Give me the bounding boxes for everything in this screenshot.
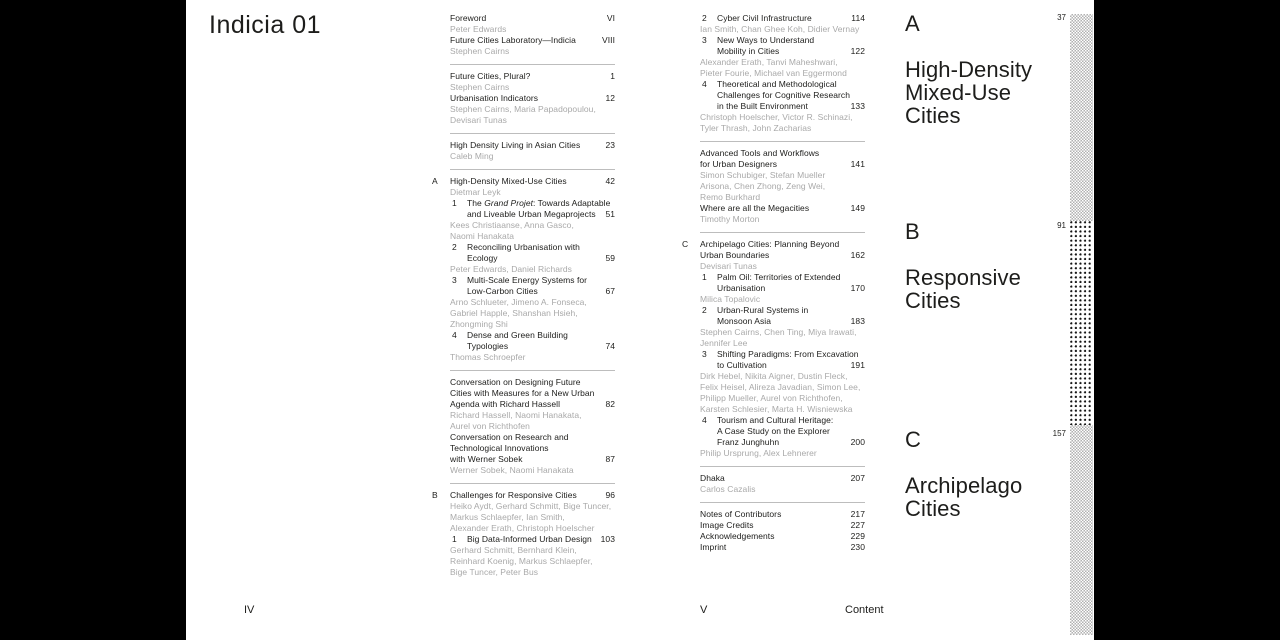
entry-title-line: Acknowledgements 229 xyxy=(700,531,865,541)
entry-title xyxy=(700,79,865,112)
entry-authors xyxy=(450,297,615,330)
author-line: Peter Edwards xyxy=(450,24,507,34)
entry-number: 1 xyxy=(452,534,457,544)
entry-title-line: High-Density Mixed-Use Cities 42 xyxy=(450,176,615,186)
content-running-label: Content xyxy=(845,604,884,616)
right-page-folio: V xyxy=(700,604,708,616)
author-line: Arno Schlueter, Jimeno A. Fonseca, xyxy=(450,297,587,307)
entry-page-number: 12 xyxy=(605,93,615,103)
entry-page-number: 207 xyxy=(850,473,865,483)
entry-number: 2 xyxy=(702,13,707,23)
entry-title-line: Franz Junghuhn 200 xyxy=(717,437,865,447)
entry-title-line: A Case Study on the Explorer xyxy=(717,426,830,436)
author-line: Devisari Tunas xyxy=(700,261,757,271)
entry-title xyxy=(450,242,615,264)
entry-page-number: 74 xyxy=(605,341,615,351)
author-line: Stephen Cairns xyxy=(450,46,510,56)
entry-authors xyxy=(700,170,865,203)
entry-title-line: Urbanisation Indicators 12 xyxy=(450,93,615,103)
toc-block xyxy=(432,483,615,585)
entry-page-number: 227 xyxy=(850,520,865,530)
entry-title xyxy=(700,520,865,531)
author-line: Thomas Schroepfer xyxy=(450,352,526,362)
entry-authors xyxy=(700,112,865,134)
author-line: Reinhard Koenig, Markus Schlaepfer, xyxy=(450,556,593,566)
author-line: Remo Burkhard xyxy=(700,192,761,202)
entry-page-number: 191 xyxy=(850,360,865,370)
entry-authors xyxy=(450,187,615,198)
toc-entry xyxy=(450,534,615,578)
toc-entry xyxy=(700,415,865,459)
entry-number: 4 xyxy=(452,330,457,340)
entry-title xyxy=(700,509,865,520)
toc-entry xyxy=(450,377,615,432)
entry-title xyxy=(700,148,865,170)
entry-title xyxy=(700,473,865,484)
entry-authors xyxy=(450,151,615,162)
author-line: Jennifer Lee xyxy=(700,338,748,348)
toc-entry xyxy=(700,542,865,553)
entry-title-line: to Cultivation 191 xyxy=(717,360,865,370)
author-line: Alexander Erath, Christoph Hoelscher xyxy=(450,523,595,533)
toc-entry xyxy=(700,473,865,495)
entry-authors xyxy=(450,46,615,57)
entry-title-line: The Grand Projet: Towards Adaptable xyxy=(467,198,611,208)
part-title-line: Cities xyxy=(905,496,961,521)
entry-number: 4 xyxy=(702,415,707,425)
toc-entry xyxy=(700,148,865,203)
entry-title-line: Conversation on Research and xyxy=(450,432,569,442)
author-line: Timothy Morton xyxy=(700,214,760,224)
part-letter-marker: C xyxy=(682,239,689,249)
entry-authors xyxy=(700,24,865,35)
entry-title xyxy=(450,13,615,24)
entry-authors xyxy=(450,82,615,93)
author-line: Karsten Schlesier, Marta H. Wisniewska xyxy=(700,404,853,414)
entry-page-number: 96 xyxy=(605,490,615,500)
part-letter-marker: B xyxy=(432,490,438,500)
author-line: Markus Schlaepfer, Ian Smith, xyxy=(450,512,565,522)
entry-page-number: 133 xyxy=(850,101,865,111)
entry-page-number: 51 xyxy=(605,209,615,219)
entry-title xyxy=(450,198,615,220)
entry-title xyxy=(450,534,615,545)
entry-authors xyxy=(450,545,615,578)
entry-authors xyxy=(450,465,615,476)
author-line: Tyler Thrash, John Zacharias xyxy=(700,123,812,133)
part-title xyxy=(905,58,1066,127)
author-line: Arisona, Chen Zhong, Zeng Wei, xyxy=(700,181,826,191)
toc-entry xyxy=(450,242,615,275)
entry-number: 1 xyxy=(452,198,457,208)
author-line: Philipp Mueller, Aurel von Richthofen, xyxy=(700,393,843,403)
toc-entry xyxy=(432,176,615,198)
toc-block xyxy=(700,502,865,560)
entry-title-line: Urban-Rural Systems in xyxy=(717,305,809,315)
author-line: Dirk Hebel, Nikita Aigner, Dustin Fleck, xyxy=(700,371,848,381)
entry-title-line: Dense and Green Building xyxy=(467,330,568,340)
part-index-c xyxy=(905,428,1066,520)
part-index-b xyxy=(905,220,1066,312)
entry-title-line: Challenges for Cognitive Research xyxy=(717,90,850,100)
entry-authors xyxy=(450,104,615,126)
entry-page-number: 217 xyxy=(850,509,865,519)
entry-authors xyxy=(450,410,615,432)
toc-entry xyxy=(450,71,615,93)
toc-entry xyxy=(450,13,615,35)
entry-title-line: for Urban Designers 141 xyxy=(700,159,865,169)
author-line: Naomi Hanakata xyxy=(450,231,515,241)
part-index-a xyxy=(905,12,1066,127)
entry-page-number: 141 xyxy=(850,159,865,169)
entry-title-line: Urbanisation 170 xyxy=(717,283,865,293)
part-title-line: Responsive xyxy=(905,265,1021,290)
toc-entry xyxy=(700,531,865,542)
part-letter: B xyxy=(905,219,920,244)
author-line: Bige Tuncer, Peter Bus xyxy=(450,567,539,577)
entry-title-line: Agenda with Richard Hassell 82 xyxy=(450,399,615,409)
entry-title-line: Advanced Tools and Workflows xyxy=(700,148,820,158)
author-line: Devisari Tunas xyxy=(450,115,507,125)
author-line: Dietmar Leyk xyxy=(450,187,501,197)
entry-title-line: Dhaka 207 xyxy=(700,473,865,483)
entry-title xyxy=(700,415,865,448)
entry-title-line: Conversation on Designing Future xyxy=(450,377,581,387)
entry-title-line: Shifting Paradigms: From Excavation xyxy=(717,349,859,359)
entry-title xyxy=(450,432,615,465)
entry-number: 3 xyxy=(702,35,707,45)
entry-title-line: Multi-Scale Energy Systems for xyxy=(467,275,588,285)
entry-title-line: in the Built Environment 133 xyxy=(717,101,865,111)
halftone-band-c xyxy=(1070,425,1093,635)
entry-title-line: Where are all the Megacities 149 xyxy=(700,203,865,213)
entry-page-number: 67 xyxy=(605,286,615,296)
author-line: Kees Christiaanse, Anna Gasco, xyxy=(450,220,574,230)
part-title xyxy=(905,266,1066,312)
toc-entry xyxy=(450,330,615,363)
part-letter: C xyxy=(905,427,921,452)
author-line: Ian Smith, Chan Ghee Koh, Didier Vernay xyxy=(700,24,860,34)
entry-title-line: Reconciling Urbanisation with xyxy=(467,242,580,252)
author-line: Richard Hassell, Naomi Hanakata, xyxy=(450,410,582,420)
entry-title-line: with Werner Sobek 87 xyxy=(450,454,615,464)
entry-title xyxy=(700,239,865,261)
entry-title-line: Theoretical and Methodological xyxy=(717,79,837,89)
entry-page-number: 170 xyxy=(850,283,865,293)
entry-title xyxy=(450,140,615,151)
entry-title xyxy=(450,377,615,410)
entry-title xyxy=(700,349,865,371)
toc-entry xyxy=(450,198,615,242)
author-line: Alexander Erath, Tanvi Maheshwari, xyxy=(700,57,838,67)
entry-title-line: Future Cities Laboratory—Indicia VIII xyxy=(450,35,615,45)
toc-entry xyxy=(700,35,865,79)
entry-title xyxy=(700,272,865,294)
author-line: Gabriel Happle, Shanshan Hsieh, xyxy=(450,308,578,318)
part-title xyxy=(905,474,1066,520)
part-start-page: 37 xyxy=(1057,13,1066,22)
entry-page-number: 59 xyxy=(605,253,615,263)
part-title-line: Mixed-Use xyxy=(905,80,1012,105)
entry-title xyxy=(450,176,615,187)
entry-page-number: VI xyxy=(606,13,615,23)
entry-title xyxy=(700,305,865,327)
toc-entry xyxy=(450,140,615,162)
part-title-line: High-Density xyxy=(905,57,1033,82)
entry-number: 3 xyxy=(452,275,457,285)
entry-title-line: Technological Innovations xyxy=(450,443,549,453)
entry-title-line: Image Credits 227 xyxy=(700,520,865,530)
toc-entry xyxy=(700,520,865,531)
entry-page-number: 82 xyxy=(605,399,615,409)
toc-entry xyxy=(450,275,615,330)
entry-number: 2 xyxy=(452,242,457,252)
entry-title-line: Notes of Contributors 217 xyxy=(700,509,865,519)
book-title: Indicia 01 xyxy=(209,11,322,39)
entry-title-line: Cities with Measures for a New Urban xyxy=(450,388,595,398)
entry-authors xyxy=(700,214,865,225)
halftone-band-a xyxy=(1070,14,1093,221)
entry-title-line: Challenges for Responsive Cities 96 xyxy=(450,490,615,500)
toc-block xyxy=(450,133,615,169)
entry-authors xyxy=(450,24,615,35)
toc-block xyxy=(450,64,615,133)
toc-entry xyxy=(700,272,865,305)
part-title-line: Cities xyxy=(905,288,961,313)
entry-title xyxy=(450,93,615,104)
part-start-page: 91 xyxy=(1057,221,1066,230)
entry-page-number: 149 xyxy=(850,203,865,213)
toc-spread xyxy=(186,0,1094,640)
entry-title-line: Palm Oil: Territories of Extended xyxy=(717,272,841,282)
toc-entry xyxy=(700,349,865,415)
entry-title-line: Archipelago Cities: Planning Beyond xyxy=(700,239,840,249)
toc-block xyxy=(682,232,865,466)
entry-page-number: 122 xyxy=(850,46,865,56)
entry-page-number: VIII xyxy=(602,35,615,45)
entry-title xyxy=(450,490,615,501)
entry-authors xyxy=(700,371,865,415)
author-line: Heiko Aydt, Gerhard Schmitt, Bige Tuncer, xyxy=(450,501,612,511)
entry-title-line: Low-Carbon Cities 67 xyxy=(467,286,615,296)
entry-page-number: 183 xyxy=(850,316,865,326)
author-line: Gerhard Schmitt, Bernhard Klein, xyxy=(450,545,577,555)
entry-authors xyxy=(450,220,615,242)
author-line: Zhongming Shi xyxy=(450,319,508,329)
entry-title xyxy=(700,13,865,24)
entry-title-line: Mobility in Cities 122 xyxy=(717,46,865,56)
toc-column-right xyxy=(682,13,865,560)
entry-title xyxy=(450,275,615,297)
part-letter: A xyxy=(905,11,920,36)
toc-entry xyxy=(682,239,865,272)
entry-title-line: Foreword VI xyxy=(450,13,615,23)
entry-title-line: Cyber Civil Infrastructure 114 xyxy=(717,13,865,23)
entry-title-line: Tourism and Cultural Heritage: xyxy=(717,415,834,425)
toc-entry xyxy=(432,490,615,534)
author-line: Stephen Cairns, Maria Papadopoulou, xyxy=(450,104,596,114)
entry-title-line: Future Cities, Plural? 1 xyxy=(450,71,615,81)
part-title-line: Archipelago xyxy=(905,473,1023,498)
toc-block xyxy=(432,169,615,370)
author-line: Felix Heisel, Alireza Javadian, Simon Lee, xyxy=(700,382,861,392)
part-letter-marker: A xyxy=(432,176,438,186)
left-page-folio: IV xyxy=(244,604,255,616)
toc-block xyxy=(450,370,615,483)
entry-title-line: Monsoon Asia 183 xyxy=(717,316,865,326)
entry-title xyxy=(450,71,615,82)
author-line: Pieter Fourie, Michael van Eggermond xyxy=(700,68,847,78)
toc-entry xyxy=(450,93,615,126)
toc-block xyxy=(700,13,865,141)
entry-title-line: Typologies 74 xyxy=(467,341,615,351)
entry-number: 3 xyxy=(702,349,707,359)
entry-page-number: 1 xyxy=(610,71,615,81)
author-line: Stephen Cairns xyxy=(450,82,510,92)
entry-authors xyxy=(450,501,615,534)
entry-page-number: 229 xyxy=(850,531,865,541)
toc-entry xyxy=(700,79,865,134)
entry-authors xyxy=(700,327,865,349)
toc-column-left xyxy=(432,13,615,585)
author-line: Simon Schubiger, Stefan Mueller xyxy=(700,170,826,180)
entry-authors xyxy=(700,294,865,305)
author-line: Milica Topalovic xyxy=(700,294,761,304)
entry-authors xyxy=(700,448,865,459)
author-line: Philip Ursprung, Alex Lehnerer xyxy=(700,448,817,458)
toc-entry xyxy=(700,203,865,225)
toc-block xyxy=(700,141,865,232)
entry-title-line: Urban Boundaries 162 xyxy=(700,250,865,260)
entry-authors xyxy=(700,57,865,79)
author-line: Christoph Hoelscher, Victor R. Schinazi, xyxy=(700,112,853,122)
entry-title-line: Imprint 230 xyxy=(700,542,865,552)
part-start-page: 157 xyxy=(1052,429,1066,438)
entry-page-number: 114 xyxy=(851,13,865,23)
toc-block xyxy=(450,13,615,64)
entry-title xyxy=(700,35,865,57)
entry-number: 2 xyxy=(702,305,707,315)
entry-page-number: 103 xyxy=(600,534,615,544)
toc-entry xyxy=(450,35,615,57)
entry-title-line: Ecology 59 xyxy=(467,253,615,263)
entry-page-number: 230 xyxy=(850,542,865,552)
entry-authors xyxy=(450,264,615,275)
author-line: Carlos Cazalis xyxy=(700,484,756,494)
entry-title-line: and Liveable Urban Megaprojects 51 xyxy=(467,209,615,219)
entry-number: 1 xyxy=(702,272,707,282)
entry-page-number: 200 xyxy=(850,437,865,447)
entry-number: 4 xyxy=(702,79,707,89)
entry-title xyxy=(700,531,865,542)
author-line: Aurel von Richthofen xyxy=(450,421,530,431)
entry-page-number: 162 xyxy=(850,250,865,260)
toc-entry xyxy=(700,305,865,349)
author-line: Werner Sobek, Naomi Hanakata xyxy=(450,465,574,475)
entry-title xyxy=(700,203,865,214)
entry-title xyxy=(450,35,615,46)
author-line: Peter Edwards, Daniel Richards xyxy=(450,264,572,274)
entry-title-line: High Density Living in Asian Cities 23 xyxy=(450,140,615,150)
author-line: Caleb Ming xyxy=(450,151,494,161)
entry-title-line: Big Data-Informed Urban Design 103 xyxy=(467,534,615,544)
author-line: Stephen Cairns, Chen Ting, Miya Irawati, xyxy=(700,327,857,337)
entry-title-line: New Ways to Understand xyxy=(717,35,815,45)
entry-page-number: 87 xyxy=(605,454,615,464)
halftone-band-b xyxy=(1070,221,1093,425)
entry-authors xyxy=(700,261,865,272)
entry-title xyxy=(700,542,865,553)
entry-authors xyxy=(450,352,615,363)
toc-block xyxy=(700,466,865,502)
entry-title xyxy=(450,330,615,352)
entry-authors xyxy=(700,484,865,495)
toc-entry xyxy=(700,13,865,35)
entry-page-number: 23 xyxy=(605,140,615,150)
part-title-line: Cities xyxy=(905,103,961,128)
toc-entry xyxy=(700,509,865,520)
toc-entry xyxy=(450,432,615,476)
entry-page-number: 42 xyxy=(605,176,615,186)
